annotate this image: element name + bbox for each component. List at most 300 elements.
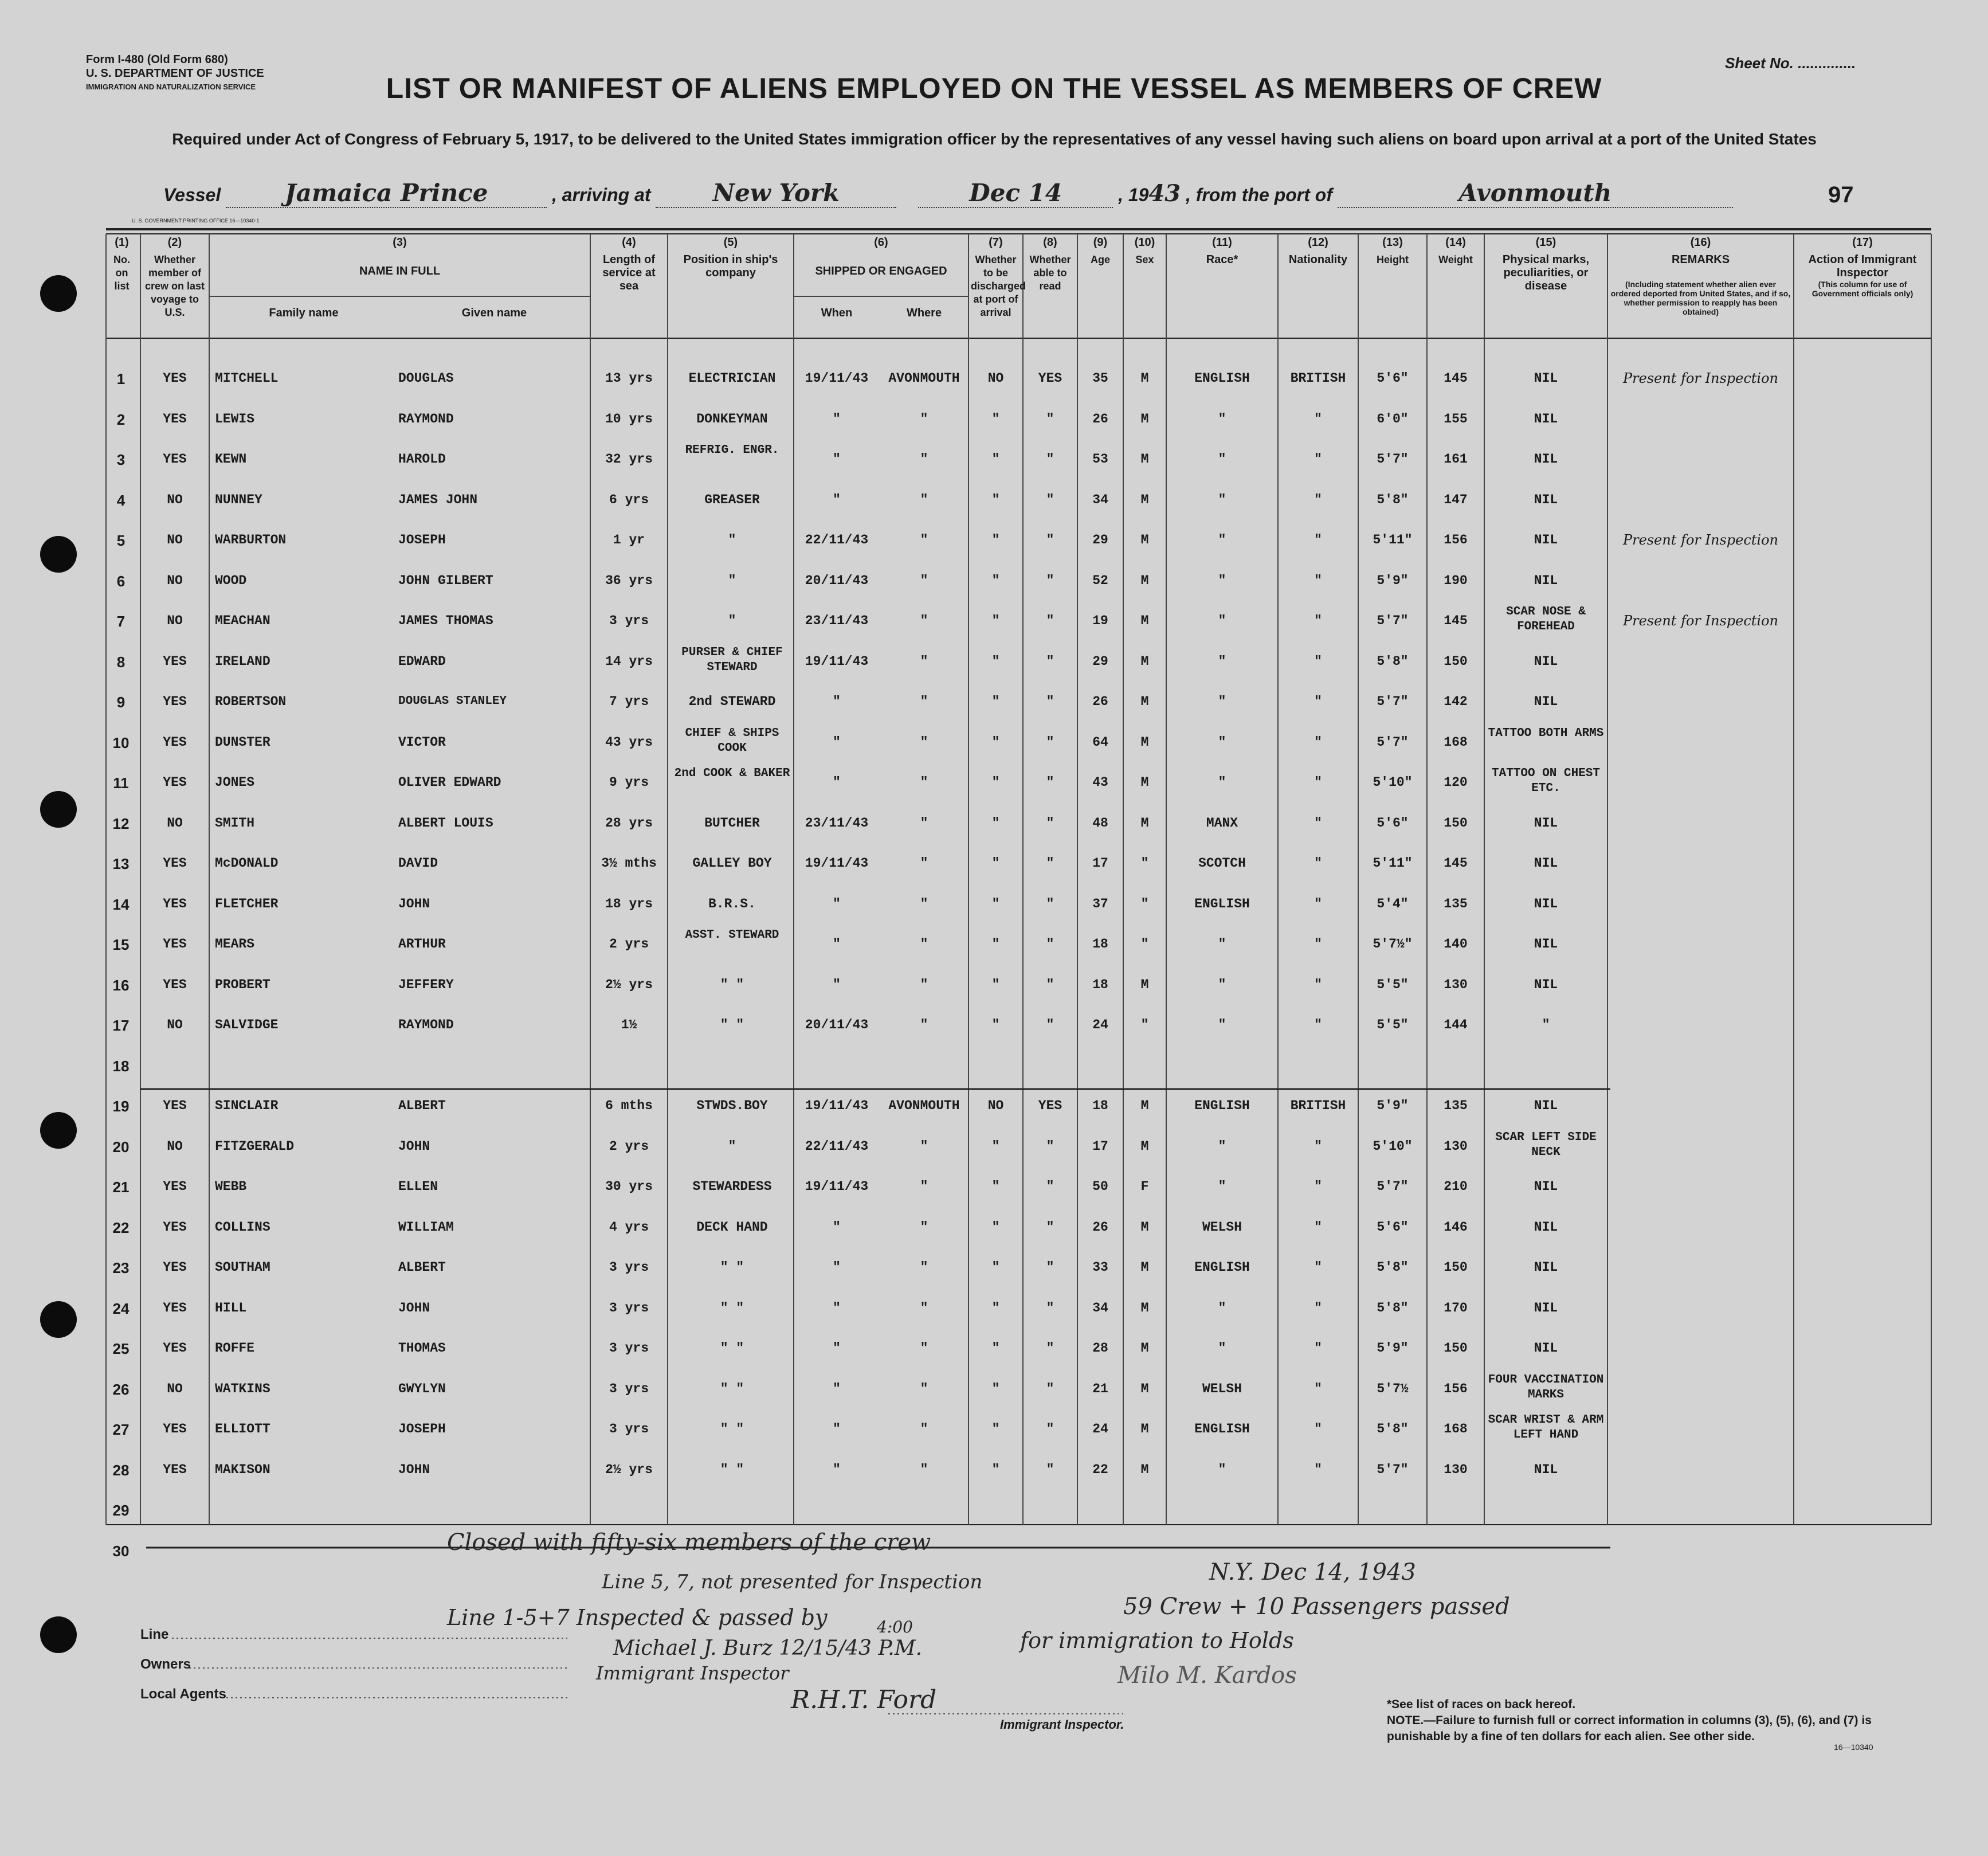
- cell-where: ": [920, 532, 928, 547]
- cell-when: 19/11/43: [805, 1098, 869, 1113]
- cell-crew: YES: [163, 1179, 187, 1194]
- cell-when: ": [833, 1260, 841, 1275]
- column-number: (9): [1093, 236, 1108, 249]
- cell-nationality: ": [1314, 653, 1322, 669]
- cell-given: THOMAS: [398, 1341, 446, 1356]
- column-number: (12): [1308, 236, 1328, 249]
- cell-race: SCOTCH: [1198, 856, 1246, 871]
- cell-sex: M: [1140, 815, 1149, 831]
- cell-family: ELLIOTT: [215, 1422, 270, 1436]
- cell-discharged: NO: [987, 371, 1004, 386]
- cell-read: ": [1046, 1260, 1054, 1275]
- column-number: (5): [723, 236, 738, 249]
- cell-height: 5'10": [1373, 1138, 1413, 1154]
- page-number: 97: [1828, 182, 1854, 207]
- column-header: Race*: [1206, 253, 1238, 266]
- cell-discharged: ": [991, 1381, 1000, 1396]
- cell-position: GALLEY BOY: [692, 856, 772, 871]
- cell-family: ROBERTSON: [215, 694, 287, 709]
- cell-family: MEARS: [215, 937, 255, 952]
- cell-race: ": [1218, 937, 1226, 952]
- cell-crew: NO: [167, 1017, 183, 1032]
- cell-when: ": [833, 1422, 841, 1436]
- cell-service: 2½ yrs: [605, 977, 653, 992]
- row-number: 12: [112, 815, 130, 832]
- cell-where: ": [920, 1422, 928, 1436]
- row-number: 17: [112, 1017, 130, 1034]
- cell-crew: YES: [163, 734, 187, 750]
- cell-service: 3½ mths: [601, 856, 657, 871]
- family-name-header: Family name: [269, 307, 339, 319]
- cell-sex: M: [1140, 1462, 1149, 1477]
- cell-marks: FOUR VACCINATION MARKS: [1488, 1373, 1604, 1401]
- signature-initials: R.H.T. Ford: [791, 1685, 937, 1714]
- cell-sex: M: [1140, 775, 1149, 790]
- cell-family: MAKISON: [215, 1462, 270, 1477]
- cell-nationality: ": [1314, 1381, 1322, 1396]
- column-header: No. on list: [113, 254, 130, 292]
- cell-when: ": [833, 452, 841, 467]
- cell-weight: 145: [1444, 856, 1468, 871]
- cell-marks: SCAR WRIST & ARM LEFT HAND: [1488, 1413, 1604, 1442]
- cell-nationality: ": [1314, 1017, 1322, 1032]
- cell-marks: NIL: [1534, 371, 1558, 386]
- cell-marks: TATTOO ON CHEST ETC.: [1491, 767, 1601, 795]
- cell-age: 18: [1092, 977, 1108, 992]
- column-number: (1): [115, 236, 129, 249]
- cell-crew: YES: [163, 371, 187, 386]
- column-header: Weight: [1438, 254, 1473, 265]
- cell-marks: NIL: [1534, 856, 1558, 871]
- cell-position: BUTCHER: [704, 815, 760, 831]
- cell-position: " ": [720, 1462, 744, 1477]
- cell-race: ": [1218, 573, 1226, 588]
- cell-position: 2nd COOK & BAKER: [674, 767, 790, 780]
- cell-sex: M: [1140, 1422, 1149, 1436]
- cell-read: ": [1046, 1381, 1054, 1396]
- cell-height: 5'9": [1377, 1341, 1409, 1356]
- column-header: Sex: [1135, 254, 1154, 265]
- cell-family: SOUTHAM: [215, 1260, 270, 1275]
- cell-given: EDWARD: [398, 653, 446, 669]
- cell-service: 3 yrs: [609, 1422, 649, 1436]
- cell-weight: 135: [1444, 1098, 1468, 1113]
- row-number: 27: [112, 1421, 130, 1438]
- cell-discharged: ": [991, 734, 1000, 750]
- cell-where: ": [920, 1260, 928, 1275]
- cell-discharged: ": [991, 492, 1000, 507]
- cell-discharged: ": [991, 1300, 1000, 1315]
- cell-height: 5'7": [1377, 1179, 1409, 1194]
- cell-family: SALVIDGE: [215, 1017, 279, 1032]
- cell-read: YES: [1038, 371, 1062, 386]
- cell-position: CHIEF & SHIPS COOK: [685, 726, 779, 755]
- cell-sex: M: [1140, 573, 1149, 588]
- cell-age: 34: [1092, 1300, 1108, 1315]
- column-number: (3): [393, 236, 407, 249]
- cell-position: ELECTRICIAN: [688, 371, 776, 386]
- cell-crew: YES: [163, 411, 187, 426]
- cell-read: ": [1046, 653, 1054, 669]
- cell-family: McDONALD: [215, 856, 279, 871]
- cell-family: FLETCHER: [215, 896, 279, 911]
- cell-when: ": [833, 977, 841, 992]
- cell-family: LEWIS: [215, 411, 255, 426]
- immigrant-inspector-label: Immigrant Inspector.: [1000, 1717, 1124, 1732]
- cell-nationality: ": [1314, 492, 1322, 507]
- column-number: (15): [1535, 236, 1556, 249]
- cell-sex: M: [1140, 452, 1149, 467]
- footer-line-label: Line: [140, 1627, 169, 1642]
- cell-nationality: ": [1314, 775, 1322, 790]
- cell-discharged: ": [991, 856, 1000, 871]
- cell-read: ": [1046, 1300, 1054, 1315]
- cell-height: 5'11": [1373, 532, 1413, 547]
- cell-discharged: ": [991, 1017, 1000, 1032]
- cell-age: 17: [1092, 856, 1108, 871]
- cell-service: 2 yrs: [609, 937, 649, 952]
- cell-age: 19: [1092, 613, 1108, 628]
- cell-weight: 190: [1444, 573, 1468, 588]
- cell-crew: YES: [163, 1219, 187, 1235]
- cell-marks: NIL: [1534, 1462, 1558, 1477]
- cell-service: 36 yrs: [605, 573, 653, 588]
- cell-discharged: ": [991, 1462, 1000, 1477]
- from-label: , from the port of: [1186, 185, 1332, 205]
- cell-nationality: ": [1314, 452, 1322, 467]
- cell-read: ": [1046, 613, 1054, 628]
- cell-age: 18: [1092, 1098, 1108, 1113]
- cell-read: ": [1046, 573, 1054, 588]
- cell-marks: NIL: [1534, 977, 1558, 992]
- cell-service: 6 mths: [605, 1098, 653, 1113]
- cell-family: SINCLAIR: [215, 1098, 279, 1113]
- cell-weight: 142: [1444, 694, 1468, 709]
- cell-sex: M: [1140, 1381, 1149, 1396]
- cell-read: ": [1046, 775, 1054, 790]
- cell-age: 24: [1092, 1422, 1108, 1436]
- cell-race: ": [1218, 775, 1226, 790]
- row-number: 9: [116, 694, 126, 711]
- cell-weight: 146: [1444, 1219, 1468, 1235]
- cell-family: WOOD: [215, 573, 247, 588]
- cell-race: ": [1218, 452, 1226, 467]
- cell-race: ": [1218, 532, 1226, 547]
- cell-read: ": [1046, 734, 1054, 750]
- cell-when: 19/11/43: [805, 653, 869, 669]
- cell-marks: NIL: [1534, 694, 1558, 709]
- row-number: 6: [116, 572, 126, 590]
- cell-family: DUNSTER: [215, 734, 270, 750]
- cell-sex: M: [1140, 1341, 1149, 1356]
- column-subheader: (This column for use of Government officials only): [1811, 280, 1914, 298]
- cell-crew: NO: [167, 573, 183, 588]
- cell-height: 5'4": [1377, 896, 1409, 911]
- cell-when: ": [833, 694, 841, 709]
- cell-race: ": [1218, 734, 1226, 750]
- column-number: (2): [167, 236, 182, 249]
- cell-service: 7 yrs: [609, 694, 649, 709]
- arrival-year: 43: [1148, 180, 1181, 207]
- cell-weight: 140: [1444, 937, 1468, 952]
- cell-position: " ": [720, 977, 744, 992]
- cell-where: ": [920, 653, 928, 669]
- cell-where: ": [920, 1381, 928, 1396]
- cell-where: AVONMOUTH: [888, 1098, 960, 1113]
- cell-age: 17: [1092, 1138, 1108, 1154]
- cell-position: " ": [720, 1422, 744, 1436]
- cell-height: 5'8": [1377, 653, 1409, 669]
- cell-nationality: ": [1314, 1422, 1322, 1436]
- cell-crew: YES: [163, 452, 187, 467]
- row-number: 4: [116, 491, 126, 509]
- cell-service: 3 yrs: [609, 1300, 649, 1315]
- inspector-signature: Michael J. Burz 12/15/43 P.M.: [613, 1636, 923, 1660]
- cell-position: REFRIG. ENGR.: [685, 444, 779, 457]
- cell-discharged: ": [991, 1341, 1000, 1356]
- cell-where: ": [920, 937, 928, 952]
- footer-notes: [1387, 1697, 1891, 1745]
- cell-where: ": [920, 492, 928, 507]
- cell-position: ": [728, 1138, 736, 1154]
- sheet-number-label: Sheet No. ..............: [1725, 54, 1856, 72]
- cell-discharged: ": [991, 1422, 1000, 1436]
- cell-discharged: NO: [987, 1098, 1004, 1113]
- cell-sex: M: [1140, 411, 1149, 426]
- row-number: 23: [112, 1259, 130, 1277]
- column-number: (17): [1852, 236, 1873, 249]
- cell-remarks: Present for Inspection: [1623, 613, 1778, 629]
- cell-nationality: ": [1314, 937, 1322, 952]
- cell-age: 34: [1092, 492, 1108, 507]
- cell-weight: 120: [1444, 775, 1468, 790]
- cell-marks: NIL: [1534, 1341, 1558, 1356]
- row-number: 13: [112, 855, 130, 872]
- cell-service: 9 yrs: [609, 775, 649, 790]
- cell-position: ": [728, 613, 736, 628]
- cell-race: ": [1218, 492, 1226, 507]
- cell-sex: M: [1140, 977, 1149, 992]
- cell-given: JEFFERY: [398, 977, 454, 992]
- row-number: 7: [116, 613, 126, 630]
- immigration-note: for immigration to Holds: [1020, 1628, 1294, 1653]
- cell-height: 5'7": [1377, 694, 1409, 709]
- cell-position: " ": [720, 1300, 744, 1315]
- cell-given: DAVID: [398, 856, 438, 871]
- cell-family: IRELAND: [215, 653, 270, 669]
- right-signature: Milo M. Kardos: [1117, 1662, 1297, 1689]
- footer-agents-label: Local Agents: [140, 1686, 226, 1702]
- cell-service: 28 yrs: [605, 815, 653, 831]
- cell-position: ASST. STEWARD: [685, 929, 779, 942]
- cell-read: ": [1046, 1017, 1054, 1032]
- cell-sex: ": [1140, 896, 1149, 911]
- cell-discharged: ": [991, 815, 1000, 831]
- cell-height: 5'7½": [1373, 937, 1413, 952]
- cell-sex: M: [1140, 492, 1149, 507]
- cell-given: ALBERT: [398, 1260, 446, 1275]
- cell-age: 48: [1092, 815, 1108, 831]
- cell-given: WILLIAM: [398, 1219, 454, 1235]
- cell-race: ENGLISH: [1194, 896, 1250, 911]
- cell-when: 22/11/43: [805, 532, 869, 547]
- cell-weight: 210: [1444, 1179, 1468, 1194]
- cell-given: DOUGLAS STANLEY: [398, 695, 507, 708]
- cell-height: 6'0": [1377, 411, 1409, 426]
- cell-where: ": [920, 1462, 928, 1477]
- cell-read: ": [1046, 452, 1054, 467]
- cell-age: 53: [1092, 452, 1108, 467]
- penalty-note: NOTE.—Failure to furnish full or correct information in columns (3), (5), (6), and (7) is punishable by a fine of ten dollars for each alien. See other side.: [1387, 1714, 1872, 1743]
- column-header: Age: [1090, 254, 1110, 265]
- page-title: LIST OR MANIFEST OF ALIENS EMPLOYED ON THE VESSEL AS MEMBERS OF CREW: [386, 72, 1602, 104]
- cell-height: 5'10": [1373, 775, 1413, 790]
- column-number: (4): [622, 236, 636, 249]
- cell-weight: 150: [1444, 1260, 1468, 1275]
- cell-weight: 155: [1444, 411, 1468, 426]
- cell-given: JOHN: [398, 896, 430, 911]
- cell-given: ALBERT: [398, 1098, 446, 1113]
- cell-weight: 156: [1444, 1381, 1468, 1396]
- cell-when: ": [833, 1381, 841, 1396]
- cell-family: WEBB: [215, 1179, 247, 1194]
- cell-nationality: ": [1314, 694, 1322, 709]
- cell-height: 5'6": [1377, 371, 1409, 386]
- cell-crew: YES: [163, 896, 187, 911]
- row-number: 18: [112, 1057, 130, 1075]
- column-header: Action of Immigrant Inspector: [1808, 253, 1917, 279]
- column-number: (8): [1043, 236, 1057, 249]
- cell-discharged: ": [991, 1179, 1000, 1194]
- cell-when: 20/11/43: [805, 573, 869, 588]
- cell-height: 5'6": [1377, 1219, 1409, 1235]
- cell-nationality: ": [1314, 1341, 1322, 1356]
- cell-marks: SCAR NOSE & FOREHEAD: [1506, 605, 1586, 633]
- cell-when: ": [833, 492, 841, 507]
- cell-given: ARTHUR: [398, 937, 446, 952]
- vessel-name: Jamaica Prince: [226, 179, 547, 208]
- cell-discharged: ": [991, 411, 1000, 426]
- cell-where: ": [920, 1300, 928, 1315]
- cell-where: ": [920, 613, 928, 628]
- cell-when: ": [833, 1300, 841, 1315]
- row-number: 25: [112, 1340, 130, 1357]
- cell-marks: NIL: [1534, 1300, 1558, 1315]
- cell-weight: 168: [1444, 734, 1468, 750]
- cell-read: ": [1046, 1219, 1054, 1235]
- cell-service: 1½: [621, 1017, 637, 1032]
- cell-service: 2½ yrs: [605, 1462, 653, 1477]
- column-number: (14): [1445, 236, 1466, 249]
- cell-when: ": [833, 775, 841, 790]
- cell-race: WELSH: [1202, 1381, 1242, 1396]
- column-header: Nationality: [1288, 253, 1348, 266]
- cell-age: 64: [1092, 734, 1108, 750]
- cell-nationality: ": [1314, 815, 1322, 831]
- cell-family: WARBURTON: [215, 532, 287, 547]
- cell-given: JOSEPH: [398, 1422, 446, 1436]
- cell-sex: M: [1140, 653, 1149, 669]
- cell-height: 5'7": [1377, 613, 1409, 628]
- row-number: 28: [112, 1461, 130, 1479]
- cell-when: 23/11/43: [805, 613, 869, 628]
- cell-marks: NIL: [1534, 492, 1558, 507]
- cell-marks: NIL: [1534, 815, 1558, 831]
- cell-sex: M: [1140, 1260, 1149, 1275]
- cell-height: 5'7": [1377, 452, 1409, 467]
- cell-discharged: ": [991, 694, 1000, 709]
- cell-race: ": [1218, 1138, 1226, 1154]
- cell-given: ELLEN: [398, 1179, 438, 1194]
- cell-weight: 135: [1444, 896, 1468, 911]
- cell-weight: 150: [1444, 1341, 1468, 1356]
- year-prefix: , 19: [1118, 185, 1149, 205]
- cell-weight: 156: [1444, 532, 1468, 547]
- cell-weight: 150: [1444, 815, 1468, 831]
- cell-age: 24: [1092, 1017, 1108, 1032]
- cell-sex: M: [1140, 613, 1149, 628]
- cell-service: 13 yrs: [605, 371, 653, 386]
- cell-nationality: ": [1314, 532, 1322, 547]
- cell-when: 19/11/43: [805, 856, 869, 871]
- cell-nationality: ": [1314, 1219, 1322, 1235]
- column-header: NAME IN FULL: [359, 265, 441, 277]
- cell-sex: ": [1140, 856, 1149, 871]
- cell-nationality: ": [1314, 573, 1322, 588]
- date-stamp-note: N.Y. Dec 14, 1943: [1209, 1559, 1416, 1585]
- cell-given: OLIVER EDWARD: [398, 775, 501, 790]
- cell-marks: TATTOO BOTH ARMS: [1488, 726, 1604, 740]
- footer-owners-label: Owners: [140, 1657, 191, 1672]
- row-number: 11: [113, 774, 129, 792]
- column-header: Height: [1377, 254, 1409, 265]
- column-number: (11): [1212, 236, 1232, 249]
- where-header: Where: [906, 307, 942, 319]
- cell-height: 5'9": [1377, 573, 1409, 588]
- cell-position: DECK HAND: [696, 1219, 768, 1235]
- cell-height: 5'6": [1377, 815, 1409, 831]
- row-number: 5: [116, 532, 126, 549]
- cell-race: ": [1218, 1179, 1226, 1194]
- cell-age: 26: [1092, 1219, 1108, 1235]
- cell-sex: M: [1140, 1138, 1149, 1154]
- cell-discharged: ": [991, 532, 1000, 547]
- cell-race: ": [1218, 1462, 1226, 1477]
- cell-race: WELSH: [1202, 1219, 1242, 1235]
- cell-where: ": [920, 815, 928, 831]
- form-number: Form I-480 (Old Form 680): [86, 53, 228, 66]
- cell-nationality: BRITISH: [1290, 1098, 1346, 1113]
- form-code: 16—10340: [1834, 1743, 1873, 1752]
- row-number: 20: [112, 1138, 130, 1156]
- cell-height: 5'8": [1377, 1260, 1409, 1275]
- cell-nationality: ": [1314, 734, 1322, 750]
- cell-weight: 130: [1444, 1462, 1468, 1477]
- cell-when: 20/11/43: [805, 1017, 869, 1032]
- arrival-port: New York: [656, 179, 896, 208]
- row-number: 29: [112, 1502, 130, 1519]
- cell-nationality: ": [1314, 856, 1322, 871]
- cell-nationality: ": [1314, 411, 1322, 426]
- cell-race: MANX: [1206, 815, 1238, 831]
- cell-nationality: ": [1314, 1179, 1322, 1194]
- row-number: 15: [112, 936, 130, 953]
- cell-crew: NO: [167, 532, 183, 547]
- cell-race: ENGLISH: [1194, 371, 1250, 386]
- column-header: Whether member of crew on last voyage to U.S.: [144, 254, 205, 318]
- cell-given: JOHN: [398, 1300, 430, 1315]
- cell-when: ": [833, 1462, 841, 1477]
